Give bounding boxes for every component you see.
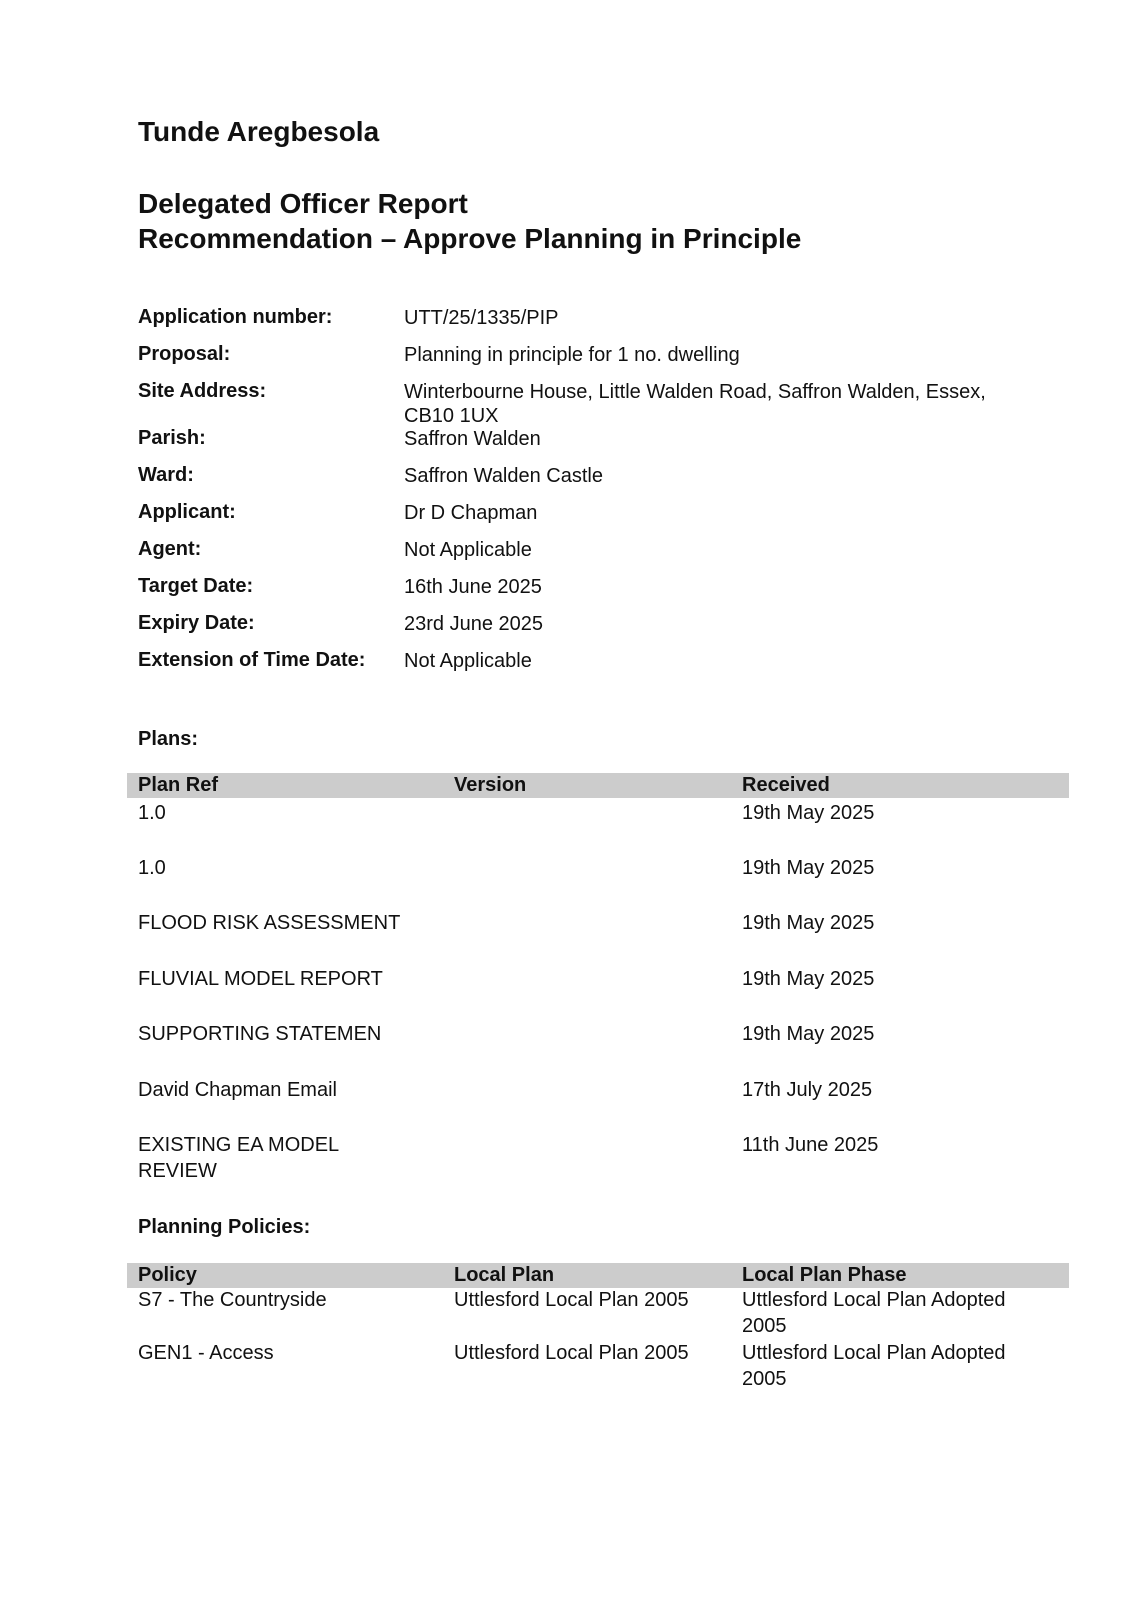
- plan-ref: FLOOD RISK ASSESSMENT: [138, 912, 401, 934]
- detail-label: Ward:: [138, 464, 194, 486]
- plan-received: 19th May 2025: [742, 968, 875, 990]
- detail-value: 16th June 2025: [404, 576, 542, 598]
- plan-ref: FLUVIAL MODEL REPORT: [138, 968, 383, 990]
- plans-table-header: [127, 773, 1069, 798]
- column-header-policy: Policy: [138, 1264, 197, 1286]
- plan-ref: David Chapman Email: [138, 1079, 337, 1101]
- detail-value: Not Applicable: [404, 539, 532, 561]
- plan-ref: 1.0: [138, 802, 166, 824]
- plan-received: 19th May 2025: [742, 1023, 875, 1045]
- policy-local-plan-phase: Uttlesford Local Plan Adopted 2005: [742, 1342, 1006, 1390]
- report-title: [138, 186, 801, 256]
- detail-value: Not Applicable: [404, 650, 532, 672]
- detail-value: Dr D Chapman: [404, 502, 538, 524]
- detail-value: Planning in principle for 1 no. dwelling: [404, 344, 740, 366]
- plan-received: 19th May 2025: [742, 912, 875, 934]
- detail-label: Proposal:: [138, 343, 231, 365]
- detail-label: Site Address:: [138, 380, 267, 402]
- report-title-line-2: Recommendation – Approve Planning in Principle: [138, 223, 802, 254]
- detail-label: Agent:: [138, 538, 202, 560]
- column-header-local-plan: Local Plan: [454, 1264, 555, 1286]
- report-title-line-1: Delegated Officer Report: [138, 188, 468, 219]
- plan-received: 19th May 2025: [742, 857, 875, 879]
- officer-name: Tunde Aregbesola: [138, 116, 380, 147]
- plans-heading: Plans:: [138, 728, 199, 750]
- detail-label: Extension of Time Date:: [138, 649, 366, 671]
- detail-label: Parish:: [138, 427, 206, 449]
- detail-value: 23rd June 2025: [404, 613, 544, 635]
- detail-value: Saffron Walden: [404, 428, 541, 450]
- detail-value: UTT/25/1335/PIP: [404, 307, 559, 329]
- column-header-version: Version: [454, 774, 527, 796]
- plan-received: 11th June 2025: [742, 1134, 879, 1156]
- policy-local-plan: Uttlesford Local Plan 2005: [454, 1342, 689, 1364]
- detail-label: Expiry Date:: [138, 612, 255, 634]
- detail-label: Target Date:: [138, 575, 254, 597]
- plan-received: 19th May 2025: [742, 802, 875, 824]
- column-header-received: Received: [742, 774, 830, 796]
- column-header-local-plan-phase: Local Plan Phase: [742, 1264, 907, 1286]
- column-header-plan-ref: Plan Ref: [138, 774, 219, 796]
- plan-ref: SUPPORTING STATEMEN: [138, 1023, 382, 1045]
- plan-received: 17th July 2025: [742, 1079, 873, 1101]
- detail-value: Saffron Walden Castle: [404, 465, 603, 487]
- plan-ref: 1.0: [138, 857, 166, 879]
- policy-name: GEN1 - Access: [138, 1342, 274, 1364]
- detail-value: Winterbourne House, Little Walden Road, Saffron Walden, Essex, CB10 1UX: [404, 381, 986, 427]
- detail-label: Application number:: [138, 306, 333, 328]
- policy-local-plan-phase: Uttlesford Local Plan Adopted 2005: [742, 1289, 1006, 1337]
- plan-ref: EXISTING EA MODEL REVIEW: [138, 1134, 339, 1182]
- policies-table-header: [127, 1263, 1069, 1288]
- policy-local-plan: Uttlesford Local Plan 2005: [454, 1289, 689, 1311]
- policy-name: S7 - The Countryside: [138, 1289, 327, 1311]
- detail-label: Applicant:: [138, 501, 236, 523]
- policies-heading: Planning Policies:: [138, 1216, 311, 1238]
